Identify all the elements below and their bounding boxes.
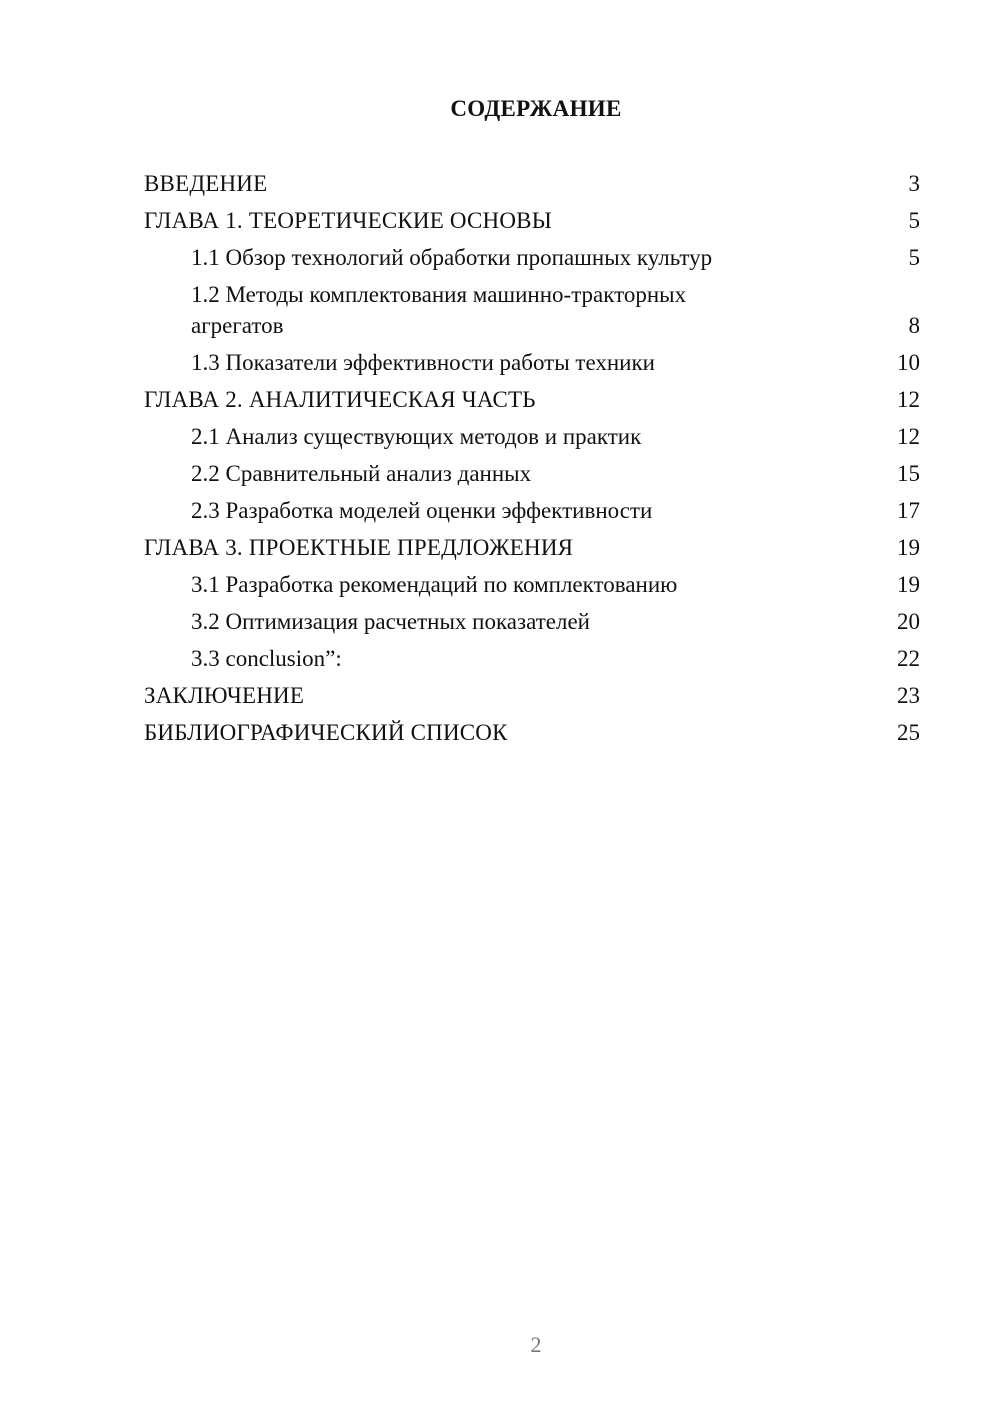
toc-entry-page: 12 [897, 424, 920, 449]
toc-entry-page: 8 [908, 313, 920, 338]
toc-entry-page: 22 [897, 646, 920, 671]
toc-entry-label: ЗАКЛЮЧЕНИЕ [144, 683, 305, 708]
toc-entry-label: ГЛАВА 2. АНАЛИТИЧЕСКАЯ ЧАСТЬ [144, 387, 536, 412]
toc-entry-section-2-3[interactable] [144, 495, 920, 526]
toc-entry-page: 3 [908, 171, 920, 196]
toc-entry-page: 10 [897, 350, 920, 375]
toc-entry-page: 23 [897, 683, 920, 708]
toc-entry-label: 3.3 conclusion”: [191, 646, 342, 671]
toc-entry-chapter-1[interactable] [144, 205, 920, 236]
toc-entry-page: 12 [897, 387, 920, 412]
toc-entry-section-3-2[interactable] [144, 606, 920, 637]
page-number: 2 [530, 1332, 542, 1357]
toc-entry-page: 17 [897, 498, 920, 523]
toc-entry-bibliography[interactable] [144, 717, 920, 748]
toc-entry-chapter-2[interactable] [144, 384, 920, 415]
page-title: СОДЕРЖАНИЕ [450, 96, 622, 121]
toc-entry-chapter-3[interactable] [144, 532, 920, 563]
toc-entry-label: 3.1 Разработка рекомендаций по комплектованию [191, 572, 678, 597]
toc-entry-page: 19 [897, 535, 920, 560]
toc-entry-section-1-1[interactable] [144, 242, 920, 273]
toc-entry-section-1-2[interactable] [144, 279, 920, 341]
toc-entry-label: БИБЛИОГРАФИЧЕСКИЙ СПИСОК [144, 720, 508, 745]
toc-entry-page: 19 [897, 572, 920, 597]
toc-entry-page: 25 [897, 720, 920, 745]
toc-entry-section-3-1[interactable] [144, 569, 920, 600]
toc-entry-label: 1.1 Обзор технологий обработки пропашных культур [191, 245, 713, 270]
toc-entry-page: 5 [908, 245, 920, 270]
toc-entry-section-1-3[interactable] [144, 347, 920, 378]
toc-entry-label: ГЛАВА 3. ПРОЕКТНЫЕ ПРЕДЛОЖЕНИЯ [144, 535, 574, 560]
toc-entry-section-2-2[interactable] [144, 458, 920, 489]
toc-entry-section-2-1[interactable] [144, 421, 920, 452]
toc-entry-label: ВВЕДЕНИЕ [144, 171, 268, 196]
toc-entry-section-3-3[interactable] [144, 643, 920, 674]
toc-entry-label: 2.2 Сравнительный анализ данных [191, 461, 532, 486]
toc-entry-label: 2.1 Анализ существующих методов и практик [191, 424, 642, 449]
table-of-contents [144, 168, 920, 754]
toc-entry-label: 3.2 Оптимизация расчетных показателей [191, 609, 590, 634]
toc-entry-label: 1.3 Показатели эффективности работы техники [191, 350, 655, 375]
toc-entry-label: 1.2 Методы комплектования машинно-тракторных агрегатов [191, 282, 687, 338]
toc-entry-label: 2.3 Разработка моделей оценки эффективности [191, 498, 653, 523]
toc-entry-conclusion[interactable] [144, 680, 920, 711]
toc-entry-introduction[interactable] [144, 168, 920, 199]
toc-entry-page: 20 [897, 609, 920, 634]
toc-entry-page: 5 [908, 208, 920, 233]
toc-entry-label: ГЛАВА 1. ТЕОРЕТИЧЕСКИЕ ОСНОВЫ [144, 208, 552, 233]
toc-entry-page: 15 [897, 461, 920, 486]
